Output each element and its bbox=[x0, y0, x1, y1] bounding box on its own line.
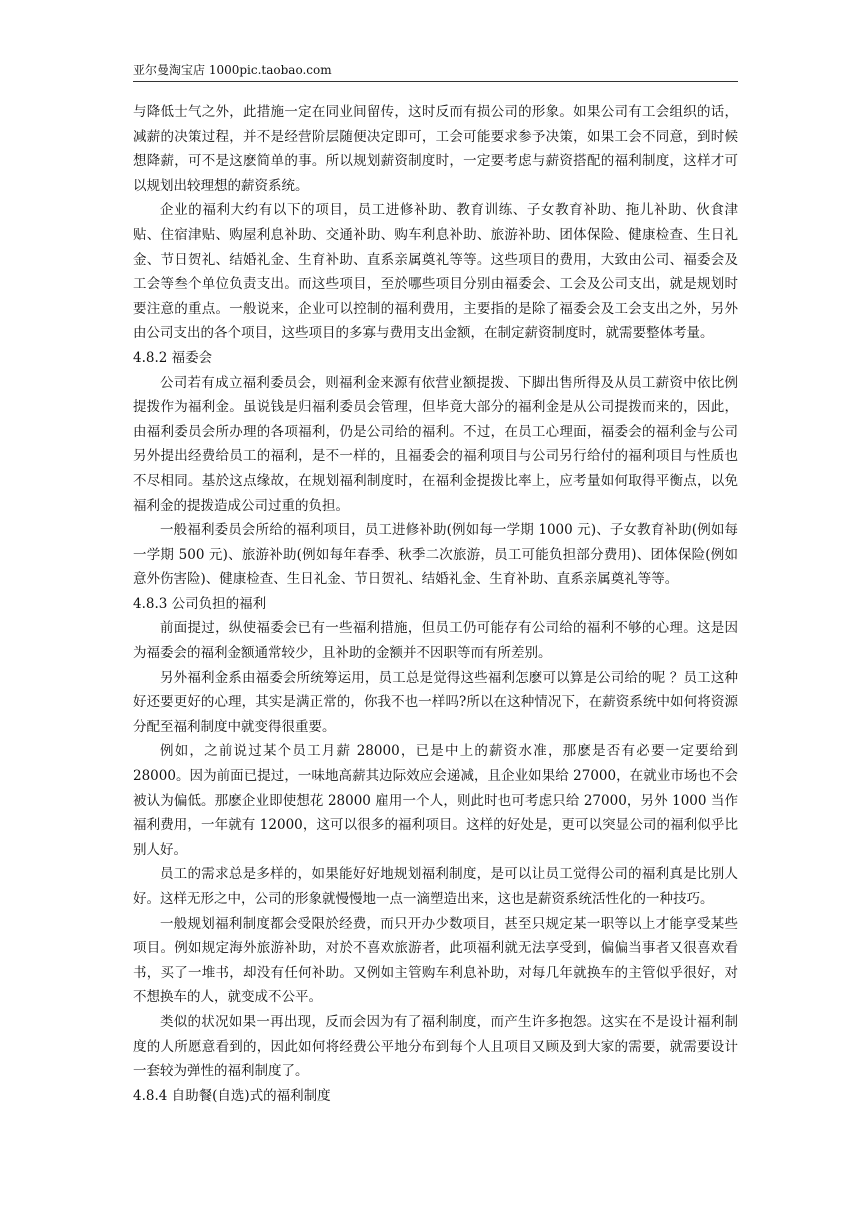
paragraph: 公司若有成立福利委员会，则福利金来源有依营业额提拨、下脚出售所得及从员工薪资中依比例提拨作为福利金。虽说钱是归福利委员会管理，但毕竟大部分的福利金是从公司提拨而来的，因此，由福利委员会所办理的各项福利，仍是公司给的福利。不过，在员工心理面，福委会的福利金与公司另外提出经费给员工的福利，是不一样的，且福委会的福利项目与公司另行给付的福利项目与性质也不尽相同。基於这点缘故，在规划福利制度时，在福利金提拨比率上，应考量如何取得平衡点，以免福利金的提拨造成公司过重的负担。 bbox=[133, 374, 738, 514]
section-heading: 4.8.2 福委会 bbox=[133, 349, 213, 366]
section-heading: 4.8.3 公司负担的福利 bbox=[133, 595, 267, 612]
header-divider bbox=[133, 81, 738, 82]
paragraph: 一般规划福利制度都会受限於经费，而只开办少数项目，甚至只规定某一职等以上才能享受某些项目。例如规定海外旅游补助，对於不喜欢旅游者，此项福利就无法享受到，偏偏当事者又很喜欢看书，买了一堆书，却没有任何补助。又例如主管购车利息补助，对每几年就换车的主管似乎很好，对不想换车的人，就变成不公平。 bbox=[133, 915, 738, 1006]
paragraph: 前面提过，纵使福委会已有一些福利措施，但员工仍可能存有公司给的福利不够的心理。这是因为福委会的福利金额通常较少，且补助的金额并不因职等而有所差别。 bbox=[133, 620, 738, 662]
paragraph: 例如，之前说过某个员工月薪 28000，已是中上的薪资水准，那麽是否有必要一定要给到 28000。因为前面已提过，一味地高薪其边际效应会递减，且企业如果给 27000，在就业市场也不会被认为偏低。那麽企业即使想花 28000 雇用一个人，则此时也可考虑只给 27000，另外 1000 当作福利费用，一年就有 12000，这可以很多的福利项目。这样的好处是，更可以突显公司的福利似乎比别人好。 bbox=[133, 743, 738, 858]
paragraph: 另外福利金系由福委会所统筹运用，员工总是觉得这些福利怎麽可以算是公司给的呢 ？员工这种好还要更好的心理，其实是满正常的，你我不也一样吗?所以在这种情况下，在薪资系统中如何将资源分配至福利制度中就变得很重要。 bbox=[133, 669, 738, 735]
paragraph: 企业的福利大约有以下的项目，员工进修补助、教育训练、子女教育补助、拖儿补助、伙食津贴、住宿津贴、购屋利息补助、交通补助、购车利息补助、旅游补助、团体保险、健康检查、生日礼金、节日贺礼、结婚礼金、生育补助、直系亲属奠礼等等。这些项目的费用，大致由公司、福委会及工会等叁个单位负责支出。而这些项目，至於哪些项目分别由福委会、工会及公司支出，就是规划时要注意的重点。一般说来，企业可以控制的福利费用，主要指的是除了福委会及工会支出之外，另外由公司支出的各个项目，这些项目的多寡与费用支出金额，在制定薪资制度时，就需要整体考量。 bbox=[133, 202, 738, 342]
document-body bbox=[133, 100, 738, 1108]
paragraph: 员工的需求总是多样的，如果能好好地规划福利制度，是可以让员工觉得公司的福利真是比别人好。这样无形之中，公司的形象就慢慢地一点一滴塑造出来，这也是薪资系统活性化的一种技巧。 bbox=[133, 866, 738, 907]
paragraph: 类似的状况如果一再出现，反而会因为有了福利制度，而产生许多抱怨。这实在不是设计福利制度的人所愿意看到的，因此如何将经费公平地分布到每个人且项目又顾及到大家的需要，就需要设计一套较为弹性的福利制度了。 bbox=[133, 1013, 738, 1080]
section-heading: 4.8.4 自助餐(自选)式的福利制度 bbox=[133, 1087, 331, 1104]
paragraph: 与降低士气之外，此措施一定在同业间留传，这时反而有损公司的形象。如果公司有工会组织的话，减薪的决策过程，并不是经营阶层随便决定即可，工会可能要求参予决策，如果工会不同意，到时候想降薪，可不是这麽简单的事。所以规划薪资制度时，一定要考虑与薪资搭配的福利制度，这样才可以规划出较理想的薪资系统。 bbox=[133, 104, 738, 194]
page-header: 亚尔曼淘宝店 1000pic.taobao.com bbox=[133, 63, 332, 77]
paragraph: 一般福利委员会所给的福利项目，员工进修补助(例如每一学期 1000 元)、子女教育补助(例如每一学期 500 元)、旅游补助(例如每年春季、秋季二次旅游，员工可能负担部分费用)、团体保险(例如意外伤害险)、健康检查、生日礼金、节日贺礼、结婚礼金、生育补助、直系亲属奠礼等等。 bbox=[133, 522, 738, 588]
